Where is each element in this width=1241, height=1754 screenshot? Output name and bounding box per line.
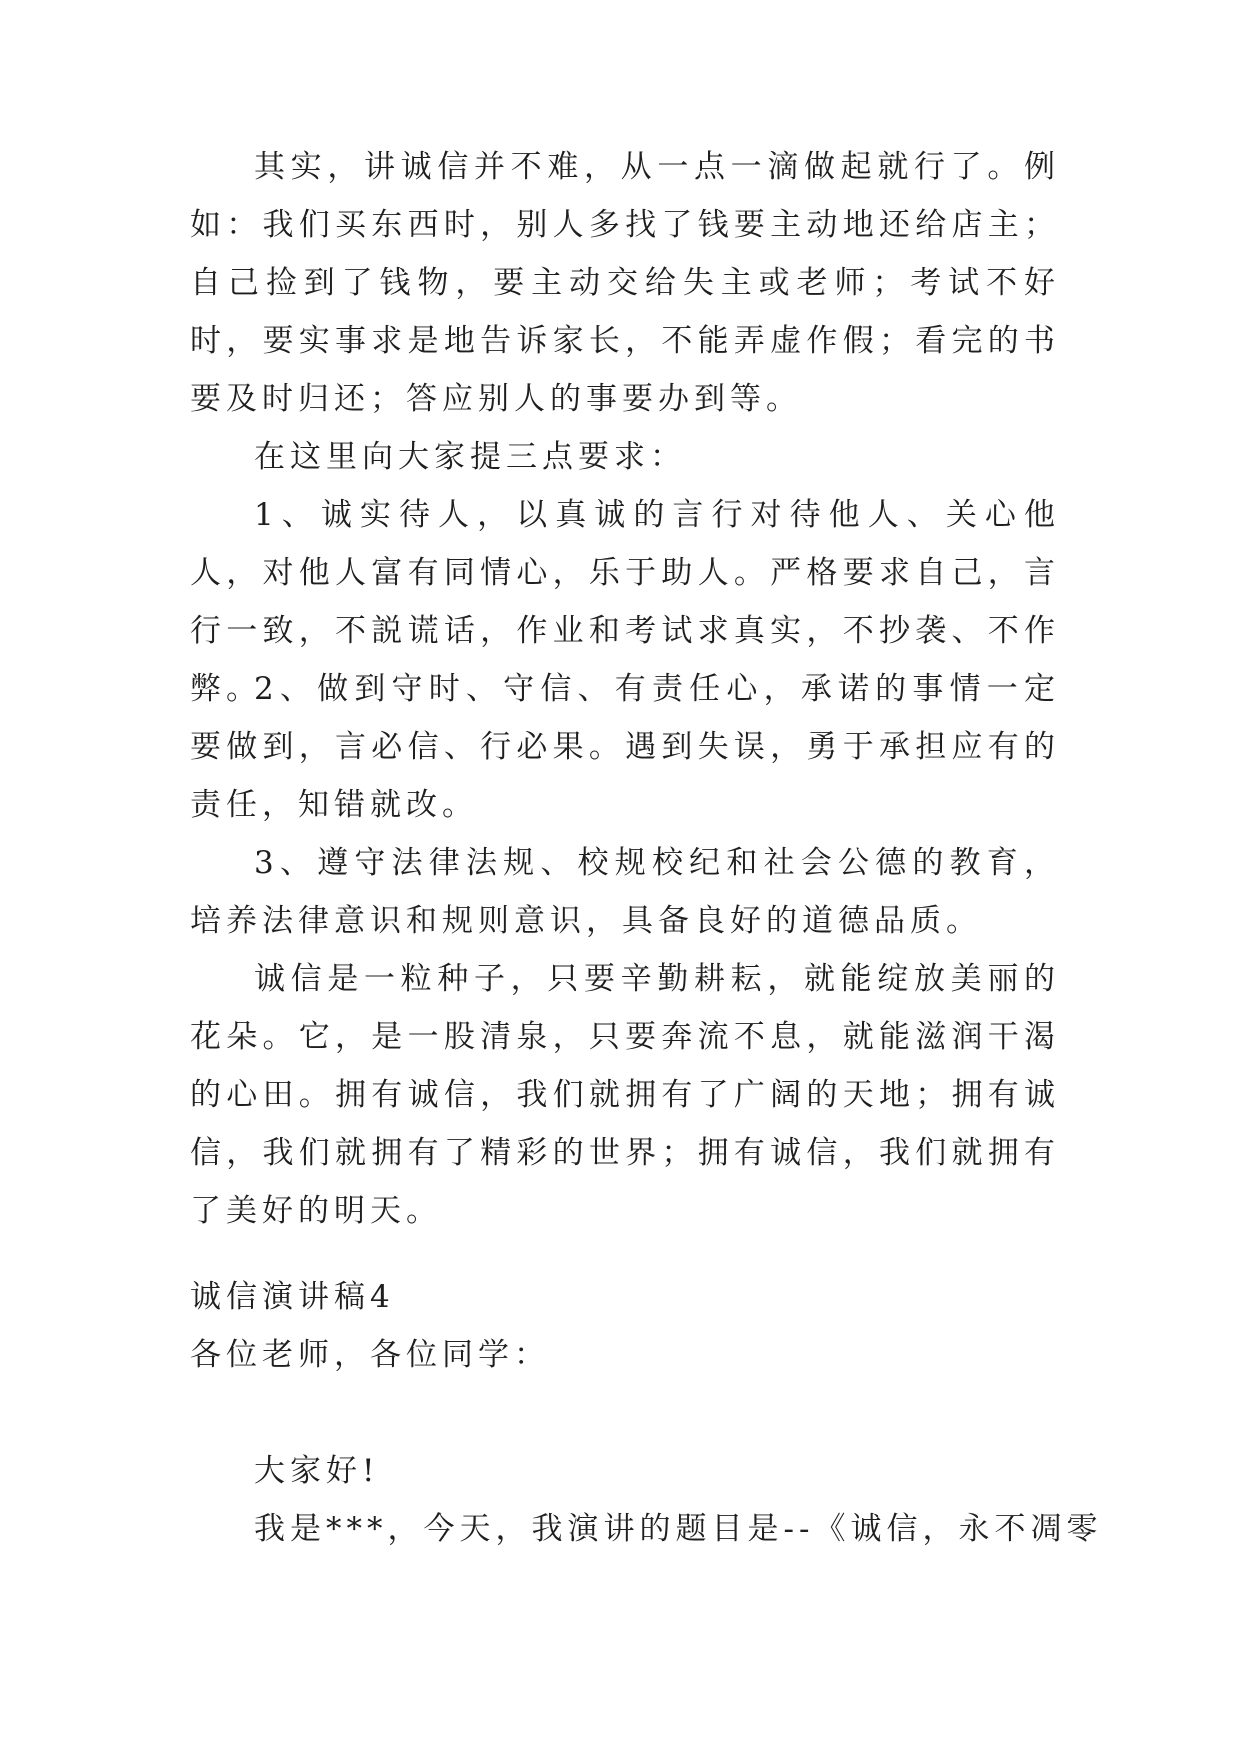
- paragraph-requirement-2: 2、做到守时、守信、有责任心，承诺的事情一定要做到，言必信、行必果。遇到失误，勇于承担应有的责任，知错就改。: [190, 671, 1060, 823]
- salutation: 各位老师，各位同学：: [190, 1337, 550, 1373]
- paragraph-requirements-intro: 在这里向大家提三点要求：: [254, 439, 686, 475]
- paragraph-example: 其实，讲诚信并不难，从一点一滴做起就行了。例如：我们买东西时，别人多找了钱要主动地还给店主；自己捡到了钱物，要主动交给失主或老师；考试不好时，要实事求是地告诉家长，不能弄虚作假；看完的书要及时归还；答应别人的事要办到等。: [190, 149, 1060, 417]
- greeting: 大家好!: [254, 1453, 380, 1489]
- speech-intro: 我是***，今天，我演讲的题目是--《诚信，永不凋零: [254, 1511, 1103, 1547]
- paragraph-requirement-1: 1、诚实待人，以真诚的言行对待他人、关心他人，对他人富有同情心，乐于助人。严格要求自己，言行一致，不説谎话，作业和考试求真实，不抄袭、不作弊。: [190, 497, 1060, 707]
- section-title: 诚信演讲稿4: [190, 1279, 395, 1315]
- paragraph-requirement-3: 3、遵守法律法规、校规校纪和社会公德的教育，培养法律意识和规则意识，具备良好的道德品质。: [190, 845, 1060, 939]
- paragraph-conclusion: 诚信是一粒种子，只要辛勤耕耘，就能绽放美丽的花朵。它，是一股清泉，只要奔流不息，就能滋润干渴的心田。拥有诚信，我们就拥有了广阔的天地；拥有诚信，我们就拥有了精彩的世界；拥有诚信，我们就拥有了美好的明天。: [190, 961, 1060, 1229]
